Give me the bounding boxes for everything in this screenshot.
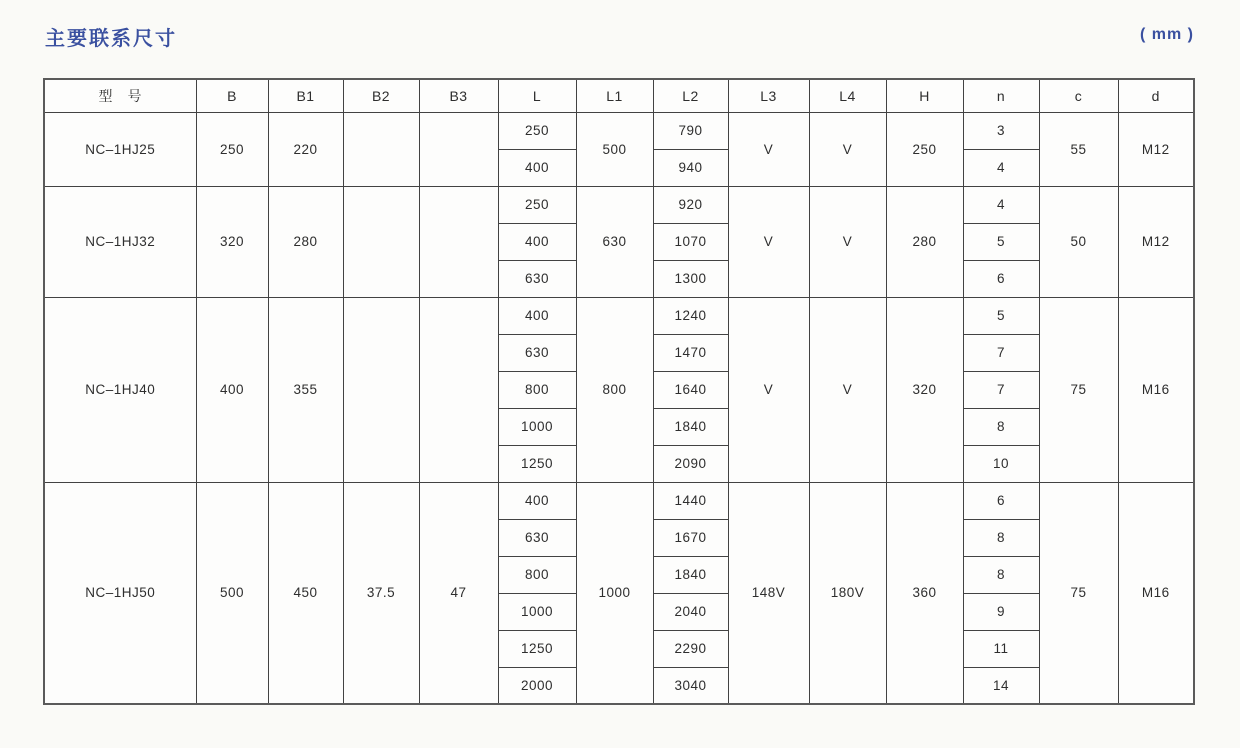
cell-n: 8 [963, 556, 1039, 593]
cell-B: 250 [196, 112, 268, 186]
cell-L2: 1470 [653, 334, 728, 371]
cell-L2: 2290 [653, 630, 728, 667]
cell-L2: 1840 [653, 408, 728, 445]
cell-H: 250 [886, 112, 963, 186]
page-title: 主要联系尺寸 [45, 28, 177, 50]
cell-L: 250 [498, 186, 576, 223]
col-header-d: d [1118, 79, 1194, 112]
cell-L2: 3040 [653, 667, 728, 704]
cell-B3: 47 [419, 482, 498, 704]
cell-c: 75 [1039, 482, 1118, 704]
cell-n: 5 [963, 297, 1039, 334]
cell-n: 4 [963, 149, 1039, 186]
cell-n: 8 [963, 519, 1039, 556]
cell-n: 11 [963, 630, 1039, 667]
cell-L2: 1300 [653, 260, 728, 297]
cell-L3: V [728, 186, 809, 297]
cell-B2 [343, 297, 419, 482]
cell-L: 1000 [498, 593, 576, 630]
table-row [44, 186, 1194, 223]
col-header-L2: L2 [653, 79, 728, 112]
col-header-L: L [498, 79, 576, 112]
cell-H: 280 [886, 186, 963, 297]
cell-L: 400 [498, 482, 576, 519]
cell-B2 [343, 112, 419, 186]
cell-L: 250 [498, 112, 576, 149]
cell-L1: 630 [576, 186, 653, 297]
cell-L4: V [809, 186, 886, 297]
cell-n: 4 [963, 186, 1039, 223]
cell-L1: 800 [576, 297, 653, 482]
cell-L3: V [728, 112, 809, 186]
cell-L: 400 [498, 149, 576, 186]
col-header-B: B [196, 79, 268, 112]
cell-B: 500 [196, 482, 268, 704]
cell-B2 [343, 186, 419, 297]
table-row [44, 297, 1194, 334]
cell-n: 7 [963, 334, 1039, 371]
cell-L2: 1670 [653, 519, 728, 556]
cell-L3: V [728, 297, 809, 482]
cell-model: NC–1HJ25 [44, 112, 196, 186]
cell-n: 10 [963, 445, 1039, 482]
cell-L1: 1000 [576, 482, 653, 704]
cell-c: 50 [1039, 186, 1118, 297]
cell-L2: 1070 [653, 223, 728, 260]
col-header-c: c [1039, 79, 1118, 112]
cell-H: 360 [886, 482, 963, 704]
cell-L4: V [809, 297, 886, 482]
cell-n: 14 [963, 667, 1039, 704]
header-row [44, 79, 1194, 112]
cell-B: 400 [196, 297, 268, 482]
col-header-model: 型 号 [44, 79, 196, 112]
cell-L4: V [809, 112, 886, 186]
cell-L: 400 [498, 223, 576, 260]
cell-L2: 940 [653, 149, 728, 186]
cell-L: 630 [498, 519, 576, 556]
cell-L3: 148V [728, 482, 809, 704]
cell-L: 800 [498, 371, 576, 408]
cell-n: 3 [963, 112, 1039, 149]
cell-model: NC–1HJ40 [44, 297, 196, 482]
cell-L: 1250 [498, 630, 576, 667]
cell-d: M16 [1118, 482, 1194, 704]
col-header-B2: B2 [343, 79, 419, 112]
col-header-B3: B3 [419, 79, 498, 112]
cell-B1: 450 [268, 482, 343, 704]
cell-model: NC–1HJ50 [44, 482, 196, 704]
cell-L: 800 [498, 556, 576, 593]
table-row [44, 482, 1194, 519]
cell-B3 [419, 186, 498, 297]
cell-B2: 37.5 [343, 482, 419, 704]
table-row [44, 112, 1194, 149]
cell-B1: 220 [268, 112, 343, 186]
col-header-H: H [886, 79, 963, 112]
cell-B1: 355 [268, 297, 343, 482]
cell-c: 55 [1039, 112, 1118, 186]
cell-L2: 2090 [653, 445, 728, 482]
cell-n: 8 [963, 408, 1039, 445]
col-header-B1: B1 [268, 79, 343, 112]
col-header-L4: L4 [809, 79, 886, 112]
cell-d: M12 [1118, 112, 1194, 186]
cell-L2: 1640 [653, 371, 728, 408]
cell-n: 6 [963, 260, 1039, 297]
cell-n: 5 [963, 223, 1039, 260]
cell-L: 630 [498, 334, 576, 371]
unit-label: ( mm ) [1140, 26, 1194, 43]
cell-n: 6 [963, 482, 1039, 519]
cell-d: M12 [1118, 186, 1194, 297]
col-header-L1: L1 [576, 79, 653, 112]
cell-d: M16 [1118, 297, 1194, 482]
cell-L2: 1840 [653, 556, 728, 593]
cell-L4: 180V [809, 482, 886, 704]
cell-B1: 280 [268, 186, 343, 297]
cell-L: 400 [498, 297, 576, 334]
cell-L2: 1440 [653, 482, 728, 519]
cell-L: 1250 [498, 445, 576, 482]
cell-model: NC–1HJ32 [44, 186, 196, 297]
cell-B3 [419, 297, 498, 482]
cell-n: 9 [963, 593, 1039, 630]
cell-L2: 2040 [653, 593, 728, 630]
dimensions-table [43, 78, 1195, 705]
col-header-n: n [963, 79, 1039, 112]
cell-L: 2000 [498, 667, 576, 704]
cell-L2: 1240 [653, 297, 728, 334]
cell-B: 320 [196, 186, 268, 297]
col-header-L3: L3 [728, 79, 809, 112]
cell-n: 7 [963, 371, 1039, 408]
cell-H: 320 [886, 297, 963, 482]
cell-L2: 920 [653, 186, 728, 223]
cell-L: 1000 [498, 408, 576, 445]
cell-c: 75 [1039, 297, 1118, 482]
cell-L1: 500 [576, 112, 653, 186]
cell-L2: 790 [653, 112, 728, 149]
cell-L: 630 [498, 260, 576, 297]
cell-B3 [419, 112, 498, 186]
